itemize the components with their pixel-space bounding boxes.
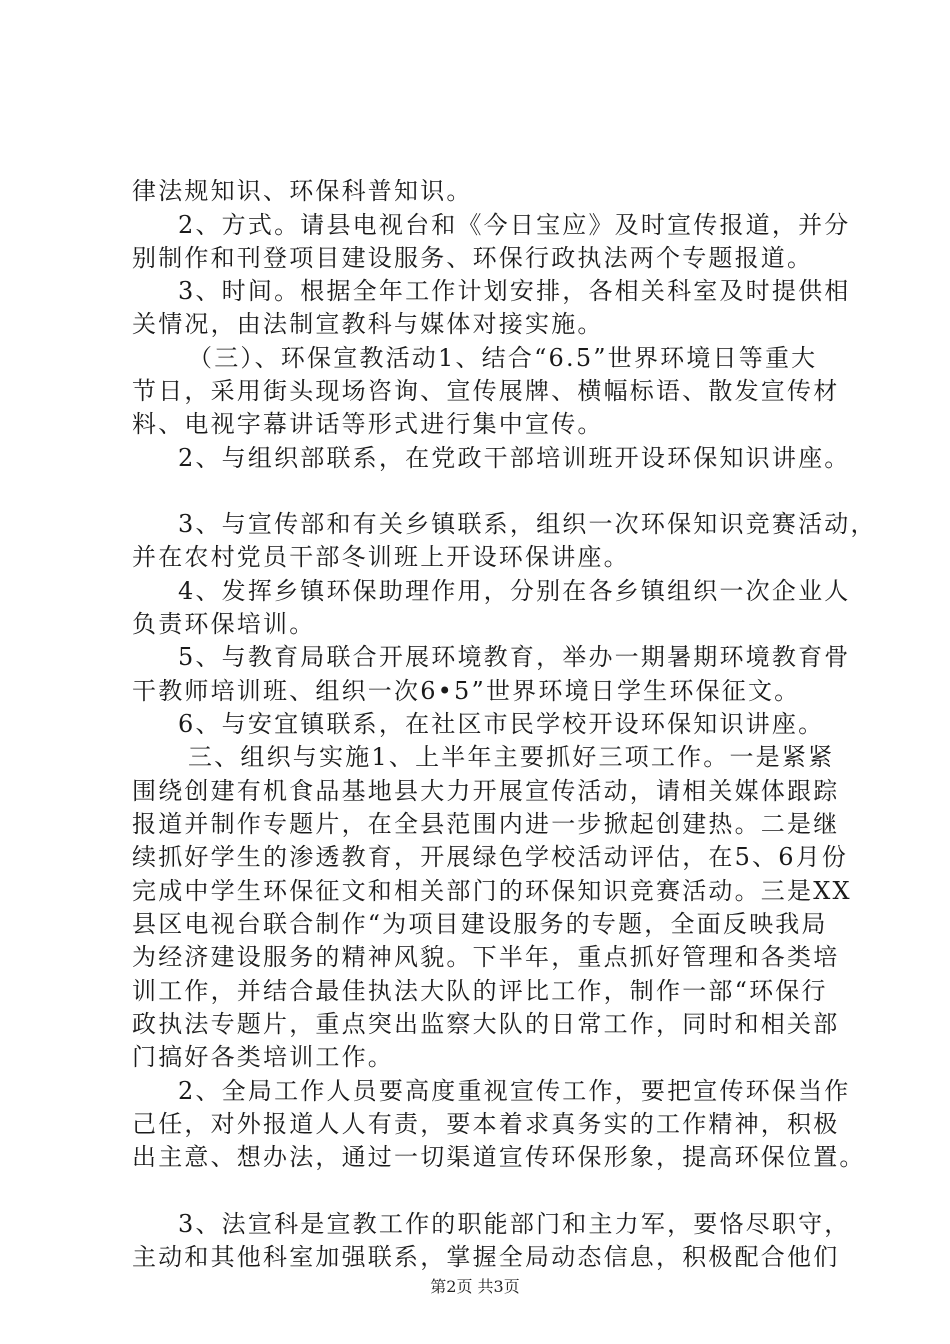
text-line: 出主意、想办法，通过一切渠道宣传环保形象，提高环保位置。	[132, 1143, 866, 1171]
text-line: 主动和其他科室加强联系，掌握全局动态信息，积极配合他们	[132, 1243, 840, 1271]
text-line: 负责环保培训。	[132, 610, 316, 638]
text-line: 三、组织与实施1、上半年主要抓好三项工作。一是紧紧	[188, 743, 835, 771]
text-line: 料、电视字幕讲话等形式进行集中宣传。	[132, 410, 604, 438]
text-line: 关情况，由法制宣教科与媒体对接实施。	[132, 310, 604, 338]
text-line: 节日，采用街头现场咨询、宣传展牌、横幅标语、散发宣传材	[132, 377, 840, 405]
page-number-footer: 第2页 共3页	[430, 1277, 520, 1296]
text-line: 并在农村党员干部冬训班上开设环保讲座。	[132, 543, 630, 571]
text-line: 2、全局工作人员要高度重视宣传工作，要把宣传环保当作	[178, 1077, 851, 1105]
text-line: 3、与宣传部和有关乡镇联系，组织一次环保知识竞赛活动，	[178, 510, 877, 538]
text-line: 律法规知识、环保科普知识。	[132, 177, 473, 205]
text-line: 2、方式。请县电视台和《今日宝应》及时宣传报道，并分	[178, 211, 851, 239]
text-line: 训工作，并结合最佳执法大队的评比工作，制作一部“环保行	[132, 977, 828, 1005]
text-line: 县区电视台联合制作“为项目建设服务的专题，全面反映我局	[132, 910, 828, 938]
text-line: 己任，对外报道人人有责，要本着求真务实的工作精神，积极	[132, 1110, 840, 1138]
text-line: 政执法专题片，重点突出监察大队的日常工作，同时和相关部	[132, 1010, 840, 1038]
text-line: 3、时间。根据全年工作计划安排，各相关科室及时提供相	[178, 277, 851, 305]
text-line: 2、与组织部联系，在党政干部培训班开设环保知识讲座。	[178, 444, 851, 472]
text-line: 6、与安宜镇联系，在社区市民学校开设环保知识讲座。	[178, 710, 825, 738]
text-line: 为经济建设服务的精神风貌。下半年，重点抓好管理和各类培	[132, 943, 840, 971]
text-line: （三）、环保宣教活动1、结合“6.5”世界环境日等重大	[188, 344, 818, 372]
text-line: 门搞好各类培训工作。	[132, 1043, 394, 1071]
text-line: 5、与教育局联合开展环境教育，举办一期暑期环境教育骨	[178, 643, 851, 671]
text-line: 完成中学生环保征文和相关部门的环保知识竞赛活动。三是XX	[132, 877, 852, 905]
text-line: 3、法宣科是宣教工作的职能部门和主力军，要恪尽职守，	[178, 1210, 851, 1238]
text-line: 围绕创建有机食品基地县大力开展宣传活动，请相关媒体跟踪	[132, 777, 840, 805]
text-line: 4、发挥乡镇环保助理作用，分别在各乡镇组织一次企业人	[178, 577, 851, 605]
text-line: 别制作和刊登项目建设服务、环保行政执法两个专题报道。	[132, 244, 814, 272]
text-line: 续抓好学生的渗透教育，开展绿色学校活动评估，在5、6月份	[132, 843, 849, 871]
text-line: 报道并制作专题片，在全县范围内进一步掀起创建热。二是继	[132, 810, 840, 838]
text-line: 干教师培训班、组织一次6•5”世界环境日学生环保征文。	[132, 677, 801, 705]
